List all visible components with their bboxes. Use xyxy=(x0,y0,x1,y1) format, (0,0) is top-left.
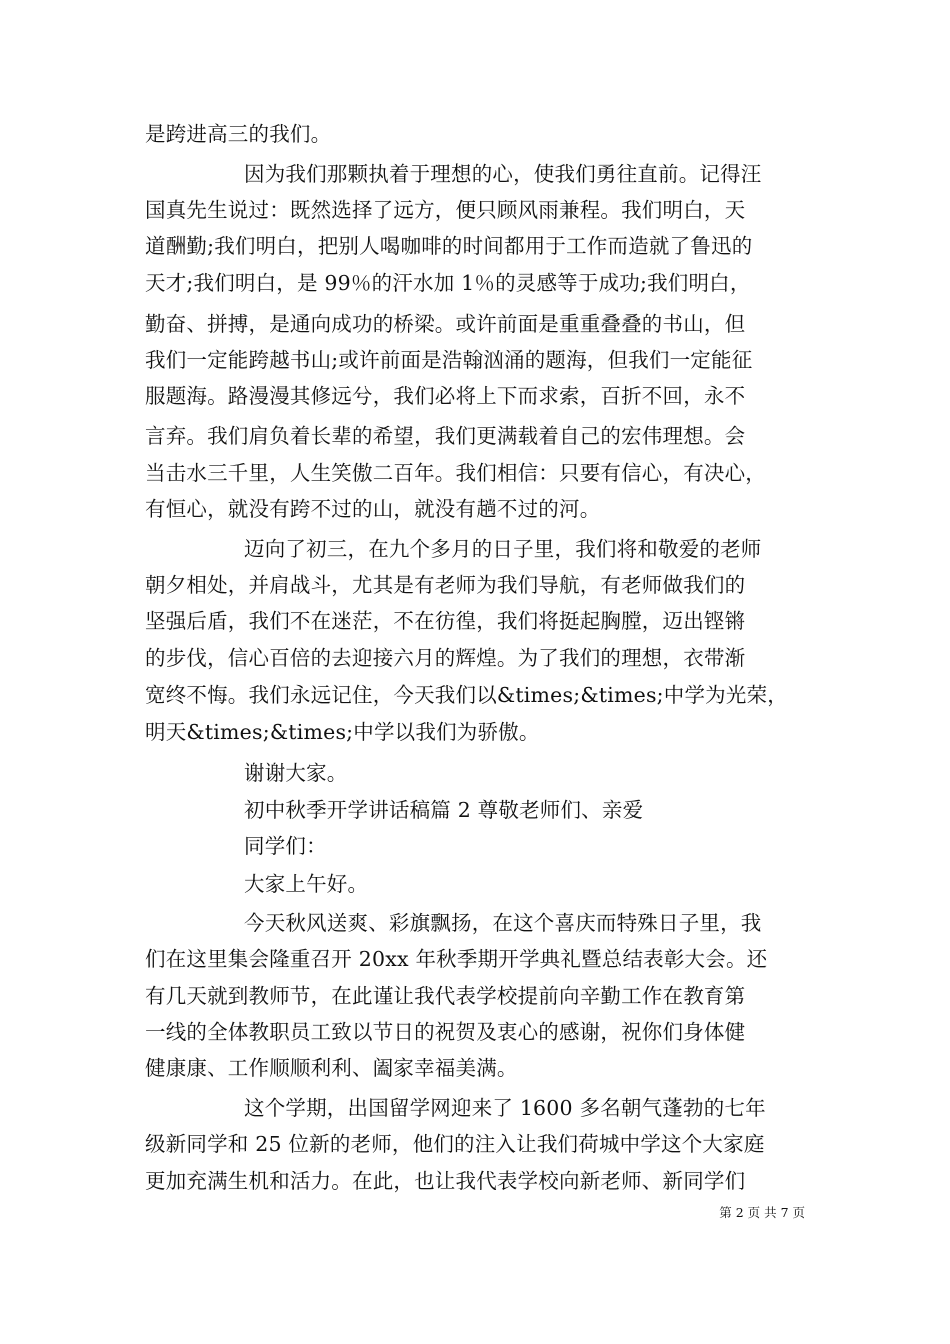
text-line: 们在这里集会隆重召开 20xx 年秋季期开学典礼暨总结表彰大会。还 xyxy=(145,947,768,971)
text-line: 勤奋、拼搏，是通向成功的桥梁。或许前面是重重叠叠的书山，但 xyxy=(145,312,746,336)
text-line: 大家上午好。 xyxy=(244,872,369,896)
text-line: 初中秋季开学讲话稿篇 2 尊敬老师们、亲爱 xyxy=(244,798,644,822)
text-line: 有恒心，就没有跨不过的山，就没有趟不过的河。 xyxy=(145,497,601,521)
page-number: 第 2 页 共 7 页 xyxy=(719,1205,805,1220)
text-line: 因为我们那颗执着于理想的心，使我们勇往直前。记得汪 xyxy=(244,162,762,186)
text-line: 明天&times;&times;中学以我们为骄傲。 xyxy=(145,720,540,744)
text-line: 有几天就到教师节，在此谨让我代表学校提前向辛勤工作在教育第 xyxy=(145,984,746,1008)
text-line: 服题海。路漫漫其修远兮，我们必将上下而求索，百折不回，永不 xyxy=(145,384,746,408)
text-line: 谢谢大家。 xyxy=(244,761,348,785)
text-line: 级新同学和 25 位新的老师，他们的注入让我们荷城中学这个大家庭 xyxy=(145,1132,765,1156)
text-line: 我们一定能跨越书山;或许前面是浩翰汹涌的题海，但我们一定能征 xyxy=(145,348,753,372)
text-line: 是跨进高三的我们。 xyxy=(145,122,332,146)
text-line: 健康康、工作顺顺利利、阖家幸福美满。 xyxy=(145,1056,518,1080)
text-line: 天才;我们明白，是 99％的汗水加 1％的灵感等于成功;我们明白， xyxy=(145,271,751,295)
text-line: 当击水三千里，人生笑傲二百年。我们相信：只要有信心，有决心， xyxy=(145,461,766,485)
text-line: 更加充满生机和活力。在此，也让我代表学校向新老师、新同学们 xyxy=(145,1169,746,1193)
text-line: 言弃。我们肩负着长辈的希望，我们更满载着自己的宏伟理想。会 xyxy=(145,424,746,448)
text-line: 一线的全体教职员工致以节日的祝贺及衷心的感谢，祝你们身体健 xyxy=(145,1020,746,1044)
text-line: 同学们： xyxy=(244,834,327,858)
text-line: 朝夕相处，并肩战斗，尤其是有老师为我们导航，有老师做我们的 xyxy=(145,573,746,597)
text-line: 坚强后盾，我们不在迷茫，不在彷徨，我们将挺起胸膛，迈出铿锵 xyxy=(145,609,746,633)
text-line: 迈向了初三，在九个多月的日子里，我们将和敬爱的老师 xyxy=(244,537,762,561)
text-line: 今天秋风送爽、彩旗飘扬，在这个喜庆而特殊日子里，我 xyxy=(244,911,762,935)
text-line: 这个学期，出国留学网迎来了 1600 多名朝气蓬勃的七年 xyxy=(244,1096,766,1120)
text-line: 道酬勤;我们明白，把别人喝咖啡的时间都用于工作而造就了鲁迅的 xyxy=(145,234,753,258)
text-line: 的步伐，信心百倍的去迎接六月的辉煌。为了我们的理想，衣带渐 xyxy=(145,646,746,670)
text-line: 国真先生说过：既然选择了远方，便只顾风雨兼程。我们明白，天 xyxy=(145,198,746,222)
text-line: 宽终不悔。我们永远记住，今天我们以&times;&times;中学为光荣， xyxy=(145,683,788,707)
